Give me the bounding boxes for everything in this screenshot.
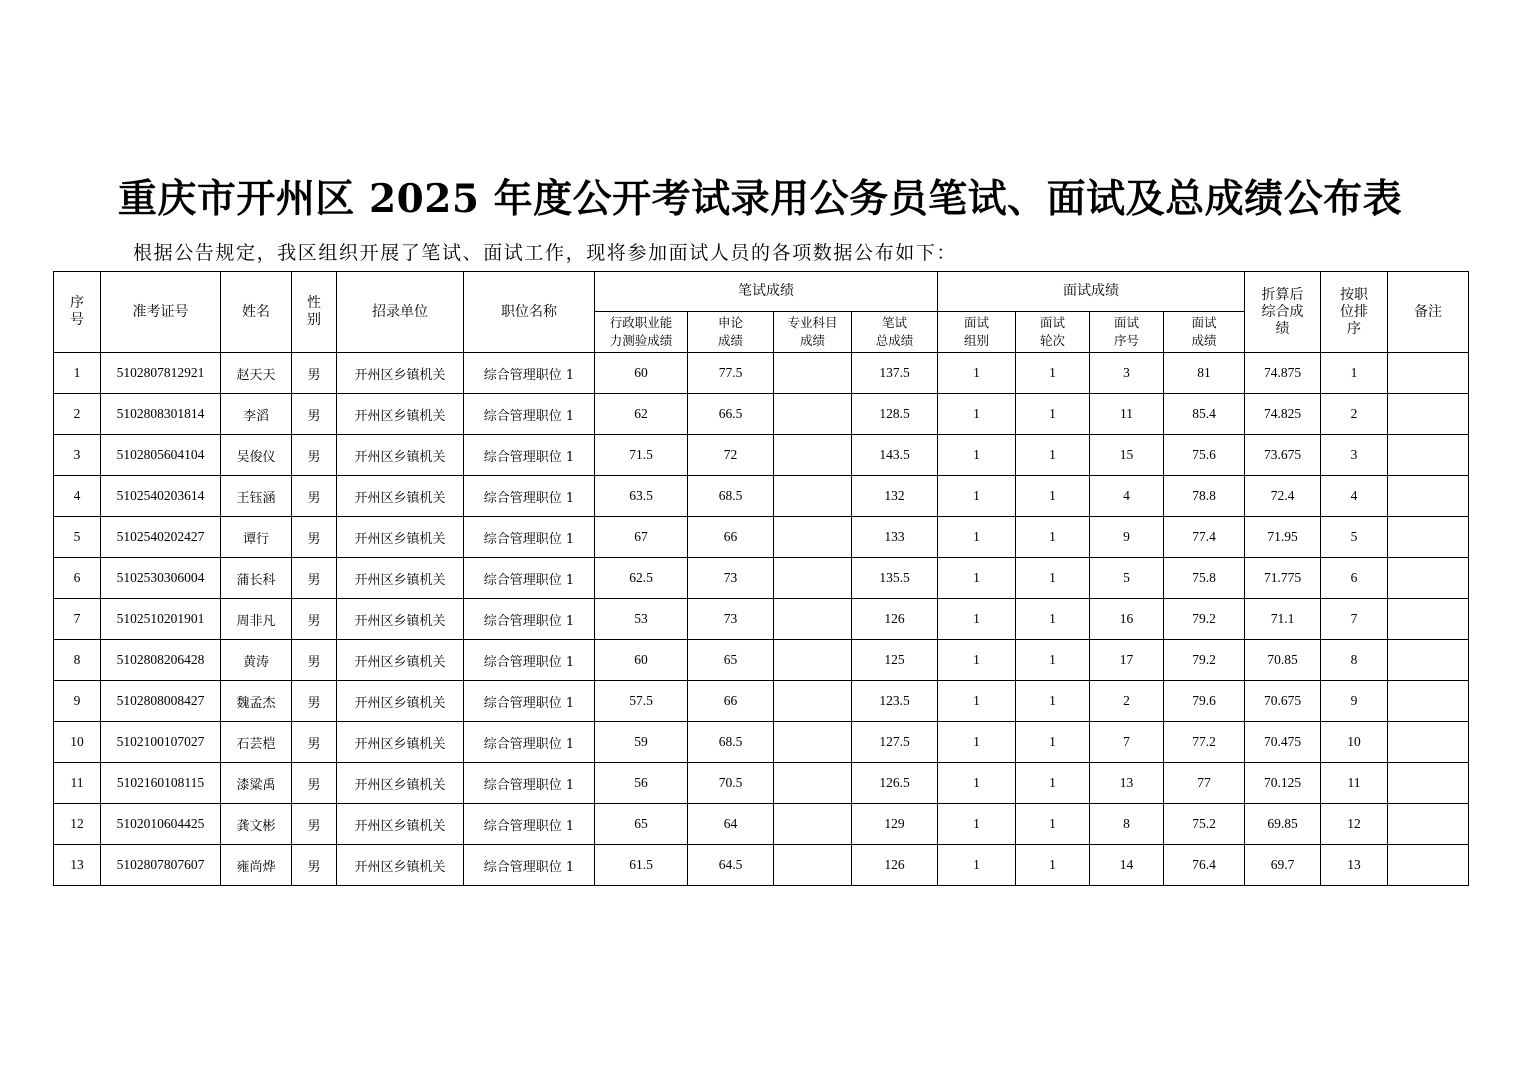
cell-aptitude: 62 [595,394,688,435]
cell-interview-score: 75.6 [1164,435,1245,476]
cell-gender: 男 [292,763,337,804]
cell-name: 赵天天 [221,353,292,394]
cell-ticket: 5102805604104 [101,435,221,476]
cell-interview-score: 79.6 [1164,681,1245,722]
cell-interview-score: 79.2 [1164,599,1245,640]
cell-interview-group-no: 1 [938,804,1016,845]
cell-ticket: 5102807807607 [101,845,221,886]
cell-seq: 6 [54,558,101,599]
cell-composite: 74.875 [1245,353,1321,394]
cell-aptitude: 67 [595,517,688,558]
cell-gender: 男 [292,599,337,640]
cell-seq: 11 [54,763,101,804]
cell-written-total: 135.5 [852,558,938,599]
cell-position: 综合管理职位 1 [464,517,595,558]
cell-unit: 开州区乡镇机关 [337,722,464,763]
cell-remark [1388,517,1469,558]
table-row [54,845,1469,886]
table-body [54,353,1469,886]
cell-interview-group-no: 1 [938,763,1016,804]
cell-ticket: 5102807812921 [101,353,221,394]
cell-gender: 男 [292,476,337,517]
cell-professional [774,804,852,845]
cell-seq: 13 [54,845,101,886]
cell-seq: 9 [54,681,101,722]
table-row [54,394,1469,435]
cell-seq: 4 [54,476,101,517]
cell-interview-order: 4 [1090,476,1164,517]
cell-composite: 71.95 [1245,517,1321,558]
cell-position: 综合管理职位 1 [464,722,595,763]
cell-professional [774,353,852,394]
cell-gender: 男 [292,435,337,476]
cell-interview-order: 13 [1090,763,1164,804]
cell-composite: 70.85 [1245,640,1321,681]
cell-essay: 66.5 [688,394,774,435]
cell-remark [1388,394,1469,435]
header-ticket: 准考证号 [101,272,221,353]
cell-composite: 71.1 [1245,599,1321,640]
cell-interview-group-no: 1 [938,353,1016,394]
cell-position: 综合管理职位 1 [464,845,595,886]
cell-unit: 开州区乡镇机关 [337,599,464,640]
cell-composite: 70.675 [1245,681,1321,722]
cell-interview-group-no: 1 [938,517,1016,558]
table-row [54,476,1469,517]
cell-name: 石芸桤 [221,722,292,763]
table-row [54,804,1469,845]
cell-ticket: 5102808008427 [101,681,221,722]
cell-essay: 70.5 [688,763,774,804]
cell-interview-score: 75.8 [1164,558,1245,599]
cell-gender: 男 [292,845,337,886]
cell-name: 龚文彬 [221,804,292,845]
cell-position: 综合管理职位 1 [464,353,595,394]
cell-remark [1388,763,1469,804]
cell-remark [1388,599,1469,640]
cell-name: 蒲长科 [221,558,292,599]
cell-interview-score: 81 [1164,353,1245,394]
cell-composite: 70.125 [1245,763,1321,804]
cell-interview-group-no: 1 [938,640,1016,681]
cell-interview-group-no: 1 [938,845,1016,886]
cell-name: 黄涛 [221,640,292,681]
cell-ticket: 5102160108115 [101,763,221,804]
cell-rank: 8 [1321,640,1388,681]
cell-gender: 男 [292,804,337,845]
cell-essay: 68.5 [688,722,774,763]
cell-aptitude: 71.5 [595,435,688,476]
cell-interview-order: 16 [1090,599,1164,640]
cell-gender: 男 [292,353,337,394]
cell-essay: 73 [688,599,774,640]
cell-interview-round: 1 [1016,353,1090,394]
cell-ticket: 5102808301814 [101,394,221,435]
cell-rank: 4 [1321,476,1388,517]
cell-aptitude: 57.5 [595,681,688,722]
cell-remark [1388,681,1469,722]
cell-interview-order: 11 [1090,394,1164,435]
cell-rank: 1 [1321,353,1388,394]
cell-interview-round: 1 [1016,394,1090,435]
cell-rank: 2 [1321,394,1388,435]
header-rank: 按职 位排 序 [1321,272,1388,353]
cell-seq: 10 [54,722,101,763]
cell-professional [774,394,852,435]
cell-professional [774,558,852,599]
cell-interview-round: 1 [1016,435,1090,476]
cell-rank: 5 [1321,517,1388,558]
cell-written-total: 137.5 [852,353,938,394]
cell-name: 王钰涵 [221,476,292,517]
cell-essay: 68.5 [688,476,774,517]
cell-name: 魏孟杰 [221,681,292,722]
header-written-group: 笔试成绩 [595,272,938,312]
header-interview-order: 面试 序号 [1090,312,1164,353]
table-row [54,599,1469,640]
cell-essay: 65 [688,640,774,681]
cell-gender: 男 [292,640,337,681]
cell-written-total: 126.5 [852,763,938,804]
cell-interview-order: 8 [1090,804,1164,845]
cell-seq: 12 [54,804,101,845]
cell-aptitude: 62.5 [595,558,688,599]
cell-remark [1388,476,1469,517]
cell-aptitude: 56 [595,763,688,804]
cell-position: 综合管理职位 1 [464,599,595,640]
cell-interview-order: 2 [1090,681,1164,722]
cell-interview-score: 75.2 [1164,804,1245,845]
header-seq: 序 号 [54,272,101,353]
cell-name: 周非凡 [221,599,292,640]
cell-gender: 男 [292,517,337,558]
cell-essay: 64 [688,804,774,845]
cell-interview-group-no: 1 [938,599,1016,640]
cell-ticket: 5102010604425 [101,804,221,845]
intro-text: 根据公告规定，我区组织开展了笔试、面试工作，现将参加面试人员的各项数据公布如下： [133,242,958,264]
cell-position: 综合管理职位 1 [464,763,595,804]
header-remark: 备注 [1388,272,1469,353]
cell-name: 吴俊仪 [221,435,292,476]
cell-unit: 开州区乡镇机关 [337,558,464,599]
cell-interview-round: 1 [1016,763,1090,804]
header-professional: 专业科目 成绩 [774,312,852,353]
cell-rank: 12 [1321,804,1388,845]
cell-seq: 7 [54,599,101,640]
table-row [54,722,1469,763]
header-composite: 折算后 综合成 绩 [1245,272,1321,353]
cell-interview-group-no: 1 [938,558,1016,599]
cell-interview-order: 7 [1090,722,1164,763]
cell-essay: 73 [688,558,774,599]
cell-seq: 5 [54,517,101,558]
cell-interview-round: 1 [1016,845,1090,886]
cell-essay: 72 [688,435,774,476]
cell-remark [1388,435,1469,476]
cell-unit: 开州区乡镇机关 [337,681,464,722]
cell-interview-round: 1 [1016,804,1090,845]
table-row [54,763,1469,804]
cell-position: 综合管理职位 1 [464,476,595,517]
cell-composite: 72.4 [1245,476,1321,517]
header-interview-group-no: 面试 组别 [938,312,1016,353]
cell-interview-order: 5 [1090,558,1164,599]
cell-composite: 73.675 [1245,435,1321,476]
cell-position: 综合管理职位 1 [464,394,595,435]
cell-ticket: 5102510201901 [101,599,221,640]
cell-interview-score: 85.4 [1164,394,1245,435]
cell-ticket: 5102540203614 [101,476,221,517]
cell-professional [774,599,852,640]
cell-rank: 7 [1321,599,1388,640]
cell-aptitude: 60 [595,353,688,394]
cell-aptitude: 63.5 [595,476,688,517]
header-gender: 性 别 [292,272,337,353]
cell-gender: 男 [292,394,337,435]
cell-ticket: 5102100107027 [101,722,221,763]
cell-remark [1388,558,1469,599]
cell-name: 雍尚烨 [221,845,292,886]
cell-interview-round: 1 [1016,558,1090,599]
cell-seq: 1 [54,353,101,394]
header-written-total: 笔试 总成绩 [852,312,938,353]
header-position: 职位名称 [464,272,595,353]
cell-composite: 69.7 [1245,845,1321,886]
cell-unit: 开州区乡镇机关 [337,435,464,476]
cell-seq: 8 [54,640,101,681]
cell-interview-score: 77.2 [1164,722,1245,763]
cell-rank: 9 [1321,681,1388,722]
cell-professional [774,722,852,763]
cell-written-total: 123.5 [852,681,938,722]
cell-aptitude: 53 [595,599,688,640]
header-interview-score: 面试 成绩 [1164,312,1245,353]
cell-interview-score: 78.8 [1164,476,1245,517]
cell-unit: 开州区乡镇机关 [337,394,464,435]
table-row [54,435,1469,476]
cell-unit: 开州区乡镇机关 [337,804,464,845]
cell-written-total: 129 [852,804,938,845]
cell-name: 李滔 [221,394,292,435]
cell-gender: 男 [292,681,337,722]
cell-written-total: 143.5 [852,435,938,476]
header-unit: 招录单位 [337,272,464,353]
table-row [54,681,1469,722]
cell-remark [1388,722,1469,763]
cell-seq: 2 [54,394,101,435]
cell-interview-order: 9 [1090,517,1164,558]
header-interview-group: 面试成绩 [938,272,1245,312]
cell-composite: 70.475 [1245,722,1321,763]
cell-remark [1388,353,1469,394]
cell-professional [774,435,852,476]
cell-interview-group-no: 1 [938,476,1016,517]
cell-remark [1388,845,1469,886]
cell-rank: 10 [1321,722,1388,763]
cell-aptitude: 60 [595,640,688,681]
cell-rank: 3 [1321,435,1388,476]
cell-written-total: 128.5 [852,394,938,435]
cell-position: 综合管理职位 1 [464,804,595,845]
cell-interview-group-no: 1 [938,394,1016,435]
cell-professional [774,681,852,722]
cell-written-total: 132 [852,476,938,517]
cell-essay: 66 [688,517,774,558]
cell-composite: 74.825 [1245,394,1321,435]
cell-professional [774,640,852,681]
header-aptitude: 行政职业能 力测验成绩 [595,312,688,353]
cell-aptitude: 59 [595,722,688,763]
cell-interview-order: 15 [1090,435,1164,476]
cell-rank: 6 [1321,558,1388,599]
cell-interview-group-no: 1 [938,435,1016,476]
cell-written-total: 126 [852,845,938,886]
cell-interview-order: 14 [1090,845,1164,886]
cell-essay: 77.5 [688,353,774,394]
score-table [53,271,1469,886]
cell-rank: 13 [1321,845,1388,886]
header-essay: 申论 成绩 [688,312,774,353]
cell-rank: 11 [1321,763,1388,804]
cell-interview-score: 79.2 [1164,640,1245,681]
cell-interview-score: 77 [1164,763,1245,804]
cell-interview-round: 1 [1016,640,1090,681]
table-row [54,558,1469,599]
header-interview-round: 面试 轮次 [1016,312,1090,353]
cell-interview-score: 77.4 [1164,517,1245,558]
header-name: 姓名 [221,272,292,353]
cell-interview-score: 76.4 [1164,845,1245,886]
cell-interview-order: 3 [1090,353,1164,394]
table-row [54,640,1469,681]
cell-ticket: 5102540202427 [101,517,221,558]
cell-composite: 69.85 [1245,804,1321,845]
cell-name: 谭行 [221,517,292,558]
cell-unit: 开州区乡镇机关 [337,353,464,394]
cell-gender: 男 [292,722,337,763]
cell-ticket: 5102808206428 [101,640,221,681]
cell-interview-round: 1 [1016,681,1090,722]
cell-essay: 66 [688,681,774,722]
cell-written-total: 125 [852,640,938,681]
cell-interview-round: 1 [1016,476,1090,517]
cell-aptitude: 65 [595,804,688,845]
table-header [54,272,1469,353]
cell-remark [1388,640,1469,681]
cell-position: 综合管理职位 1 [464,558,595,599]
cell-ticket: 5102530306004 [101,558,221,599]
cell-written-total: 126 [852,599,938,640]
cell-unit: 开州区乡镇机关 [337,476,464,517]
cell-seq: 3 [54,435,101,476]
cell-position: 综合管理职位 1 [464,681,595,722]
cell-professional [774,476,852,517]
cell-interview-round: 1 [1016,599,1090,640]
cell-interview-group-no: 1 [938,681,1016,722]
cell-position: 综合管理职位 1 [464,435,595,476]
cell-written-total: 127.5 [852,722,938,763]
cell-position: 综合管理职位 1 [464,640,595,681]
cell-essay: 64.5 [688,845,774,886]
cell-professional [774,517,852,558]
cell-remark [1388,804,1469,845]
cell-unit: 开州区乡镇机关 [337,517,464,558]
cell-professional [774,845,852,886]
cell-interview-round: 1 [1016,517,1090,558]
table-row [54,353,1469,394]
page-title: 重庆市开州区 2025 年度公开考试录用公务员笔试、面试及总成绩公布表 [117,176,1403,222]
cell-interview-group-no: 1 [938,722,1016,763]
cell-unit: 开州区乡镇机关 [337,845,464,886]
cell-unit: 开州区乡镇机关 [337,640,464,681]
cell-name: 漆粱禹 [221,763,292,804]
cell-interview-order: 17 [1090,640,1164,681]
cell-composite: 71.775 [1245,558,1321,599]
cell-aptitude: 61.5 [595,845,688,886]
cell-gender: 男 [292,558,337,599]
cell-professional [774,763,852,804]
cell-interview-round: 1 [1016,722,1090,763]
cell-written-total: 133 [852,517,938,558]
cell-unit: 开州区乡镇机关 [337,763,464,804]
table-row [54,517,1469,558]
